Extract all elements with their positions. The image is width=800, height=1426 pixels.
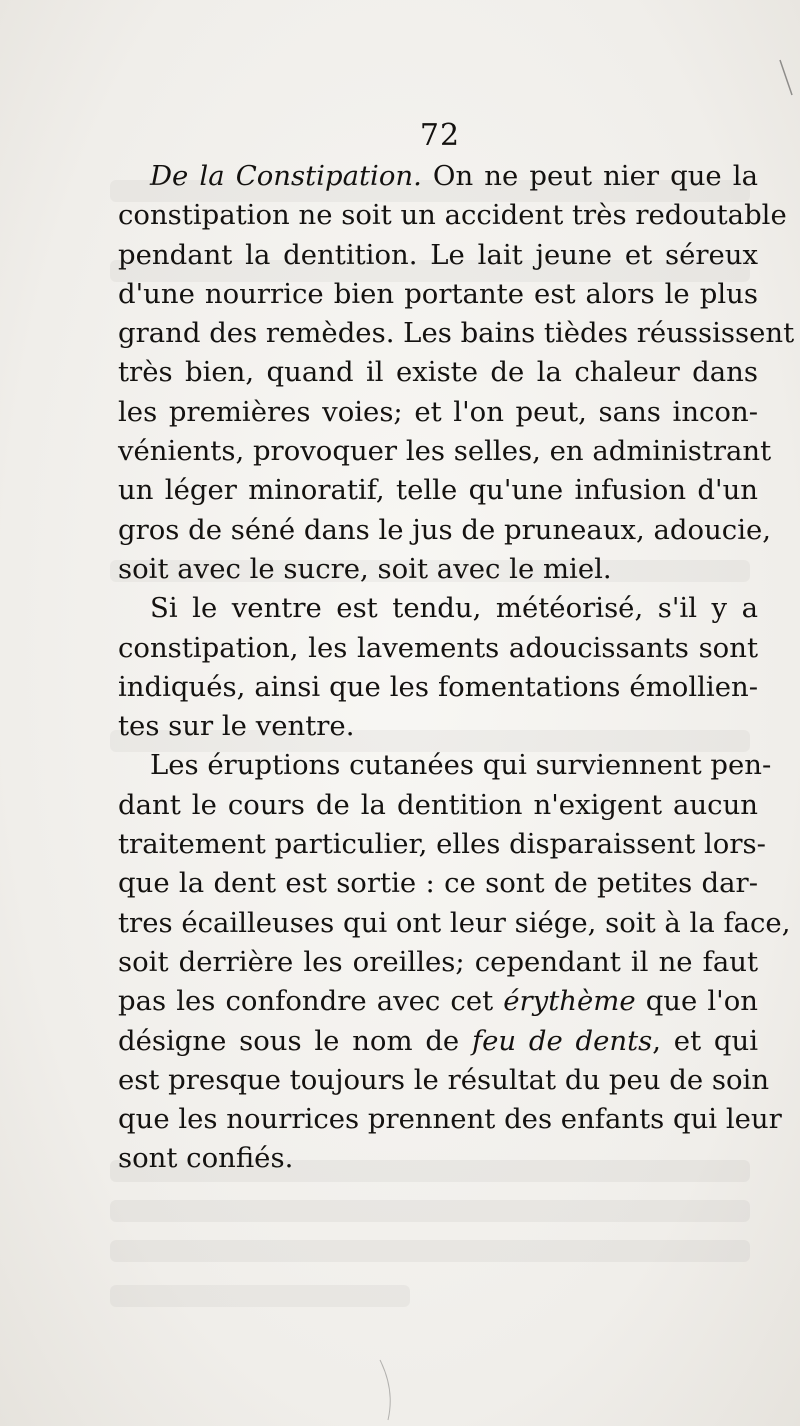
text-segment: , et qui [652,1024,758,1057]
italic-text: De la Constipation. [150,160,422,192]
text-line [118,864,758,903]
text-segment: gros de séné dans le jus de pruneaux, adoucie, [118,513,772,546]
text-line [118,275,758,314]
text-segment: traitement particulier, elles disparaissent lors- [118,828,766,861]
text-line [118,825,766,864]
text-line [118,982,758,1021]
text-line [118,550,758,589]
text-line [118,1022,758,1061]
text-line [118,353,758,392]
page-number: 72 [419,118,461,153]
text-line [118,432,772,471]
text-segment: pas les confondre avec cet [118,985,504,1018]
text-segment: grand des remèdes. Les bains tièdes réussissent [118,317,795,350]
text-segment: pendant la dentition. Le lait jeune et séreux [118,238,758,271]
text-segment: indiqués, ainsi que les fomentations émollien- [118,670,758,703]
text-segment: constipation, les lavements adoucissants sont [118,631,758,664]
text-line [118,943,758,982]
italic-text: feu de dents [471,1024,653,1057]
text-line [118,589,758,628]
text-line [118,904,791,943]
body-text [118,157,795,1179]
text-segment: désigne sous le nom de [118,1024,472,1057]
text-segment: On ne peut nier que la [421,160,758,192]
text-line [118,629,758,668]
text-segment: très bien, quand il existe de la chaleur dans [118,356,758,389]
text-segment: un léger minoratif, telle qu'une infusion d'un [118,474,758,507]
text-segment: est presque toujours le résultat du peu de soin [118,1063,770,1096]
text-line [118,707,758,746]
text-segment: les premières voies; et l'on peut, sans incon- [118,395,758,428]
text-line [118,511,772,550]
text-segment: vénients, provoquer les selles, en administrant [118,435,772,468]
text-line [118,393,758,432]
text-segment: que l'on [635,985,758,1018]
text-segment: soit derrière les oreilles; cependant il ne faut [118,945,758,978]
text-line [118,236,758,275]
text-line [118,157,758,196]
text-segment: constipation ne soit un accident très redoutable [118,199,787,232]
text-line [118,471,758,510]
italic-text: érythème [503,985,636,1018]
text-segment: tres écailleuses qui ont leur siége, soit à la face, [118,906,791,939]
text-line [118,1061,770,1100]
text-segment: dant le cours de la dentition n'exigent aucun [118,788,758,821]
text-line [118,746,772,785]
text-segment: que les nourrices prennent des enfants qui leur [118,1103,782,1136]
text-line [118,1100,782,1139]
text-line [118,1139,758,1178]
text-line [118,668,758,707]
text-segment: soit avec le sucre, soit avec le miel. [118,552,612,585]
text-line [118,314,795,353]
text-segment: que la dent est sortie : ce sont de petites dar- [118,867,758,900]
text-segment: tes sur le ventre. [118,710,355,743]
text-segment: sont confiés. [118,1142,294,1175]
text-line [118,786,758,825]
text-segment: Les éruptions cutanées qui surviennent pen- [150,749,772,782]
text-segment: d'une nourrice bien portante est alors le plus [118,277,758,310]
text-line [118,196,787,235]
text-segment: Si le ventre est tendu, météorisé, s'il y a [150,592,758,625]
